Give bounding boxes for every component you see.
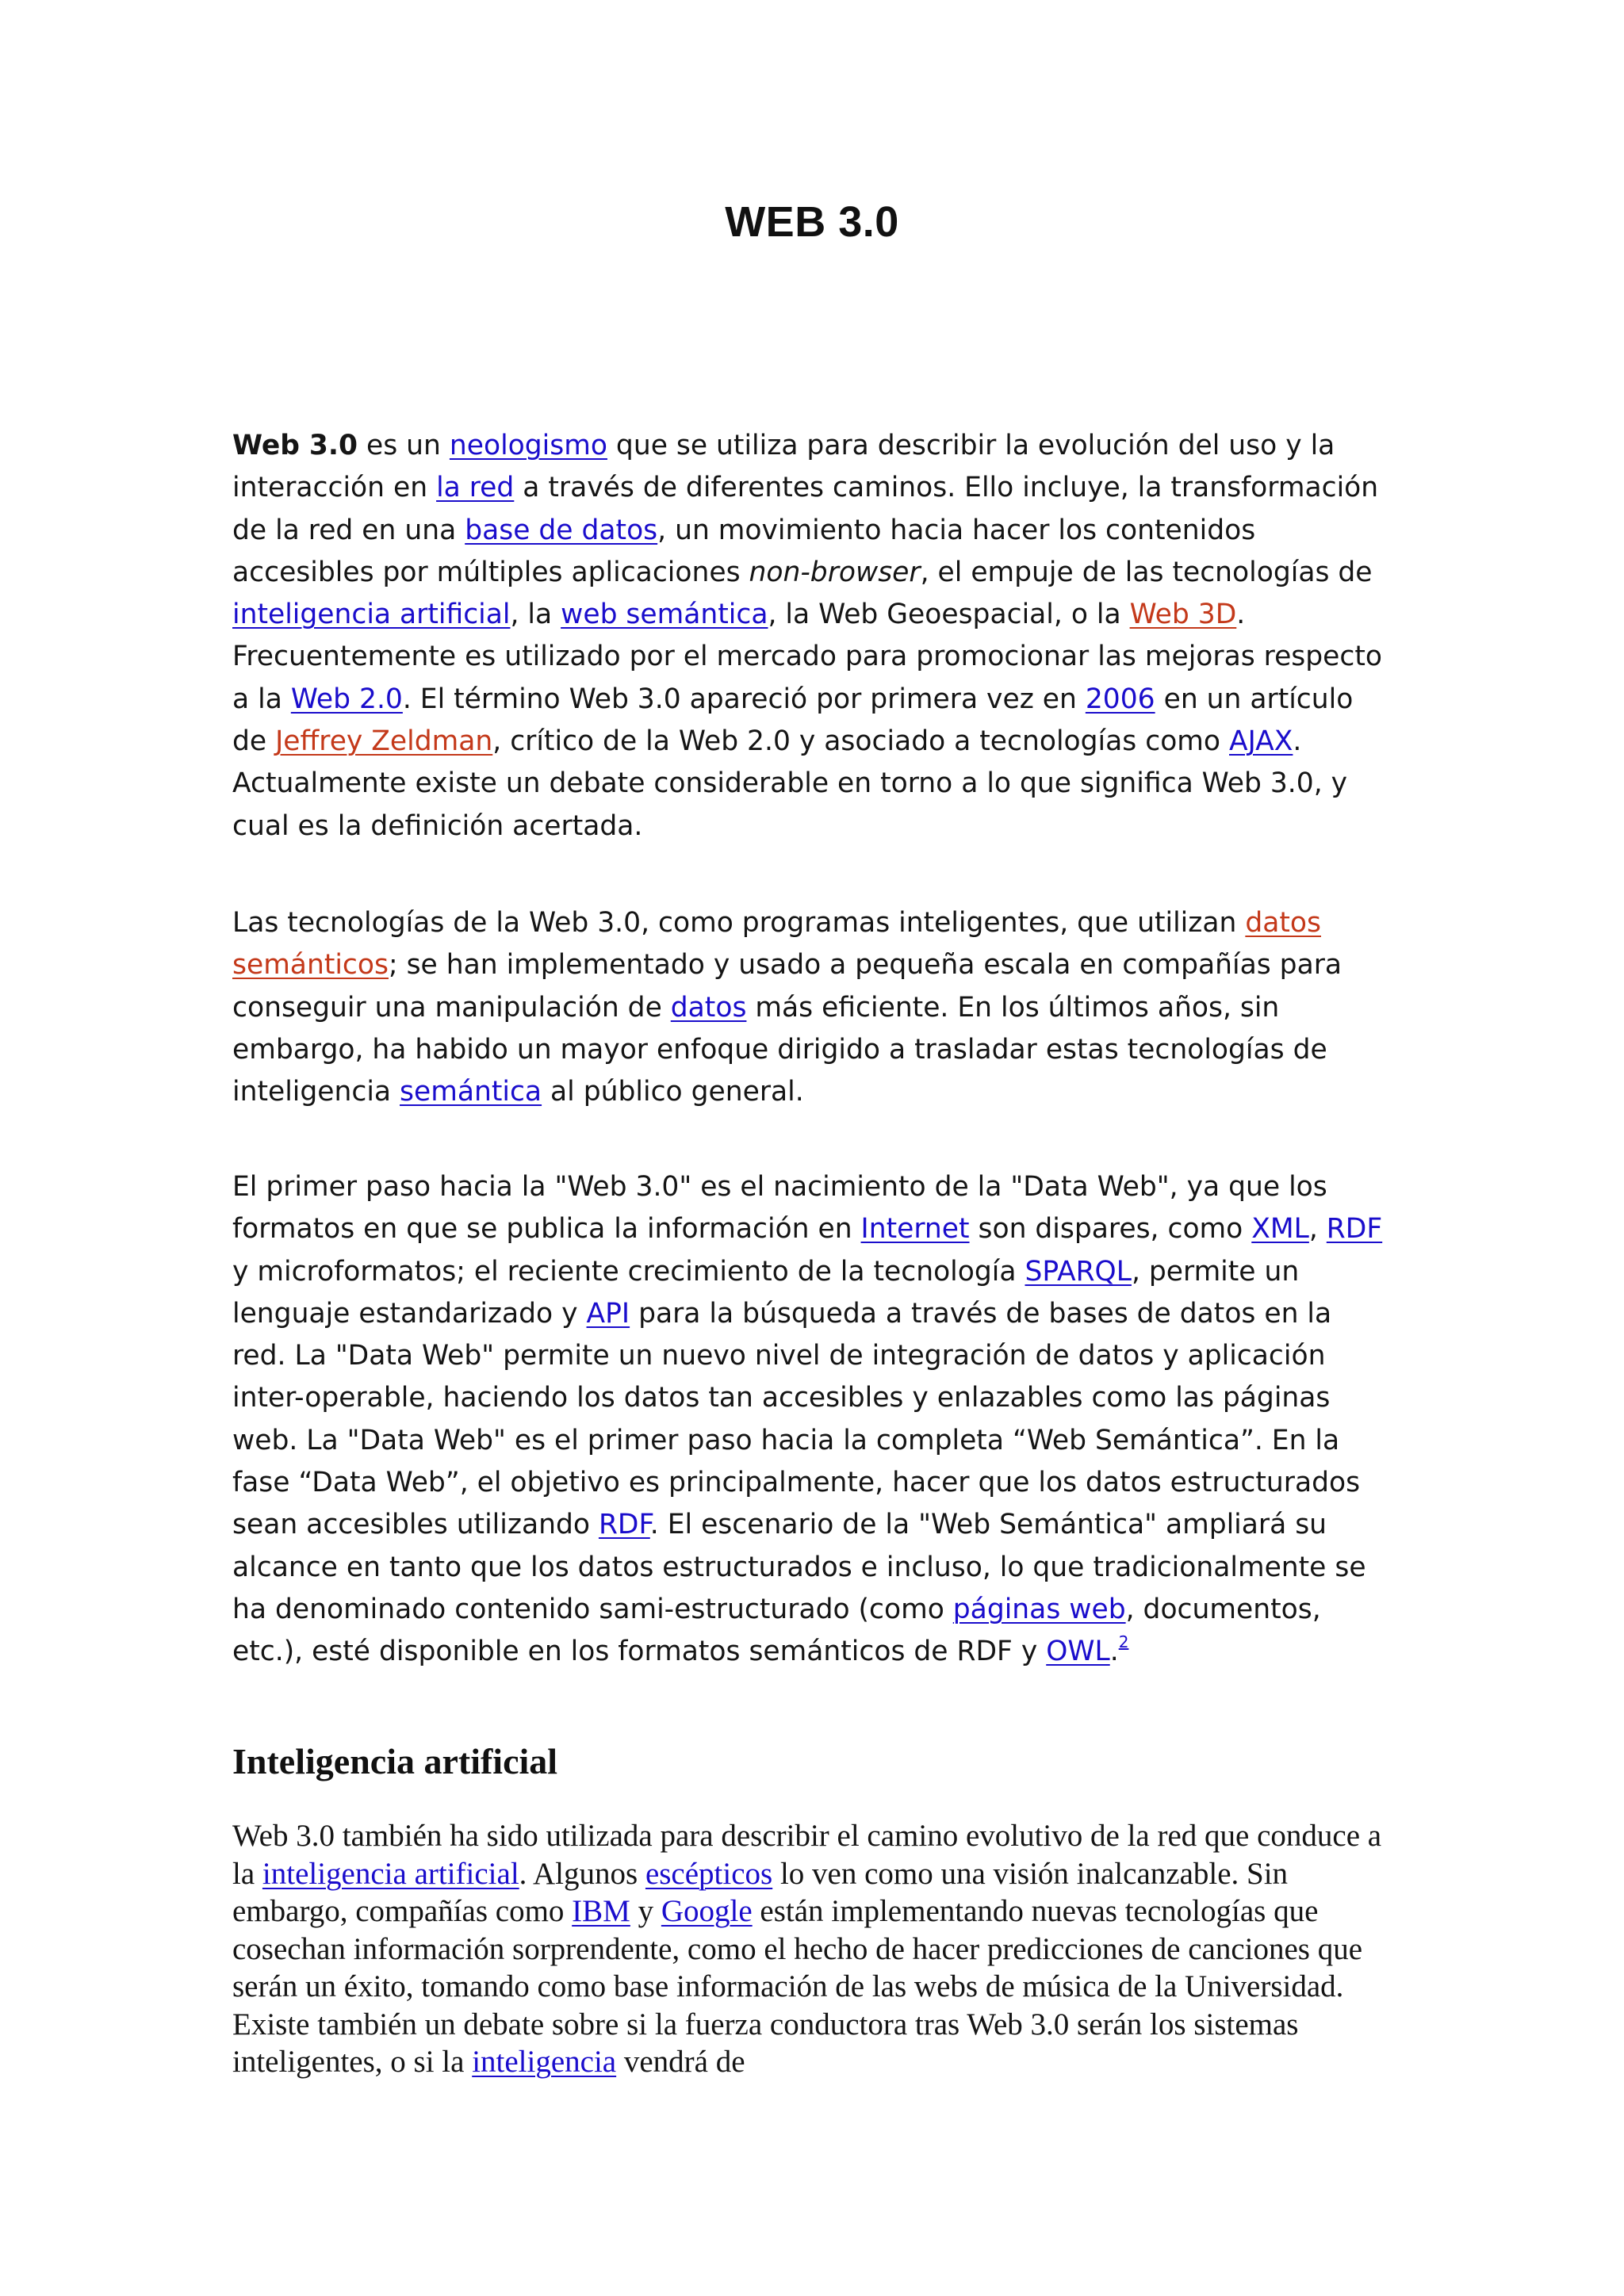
link-paginas-web[interactable]: páginas web xyxy=(952,1593,1126,1625)
text-run: Las tecnologías de la Web 3.0, como programas inteligentes, que utilizan xyxy=(232,907,1246,939)
link-web-3d[interactable]: Web 3D xyxy=(1129,599,1237,631)
text-run: lo ven como una visión inalcanzable. Sin embargo, compañías como xyxy=(232,1856,1289,1928)
text-run: están implementando nuevas tecnologías que cosechan información sorprendente, como el hecho de hacer predicciones de canciones que serán un éxito, tomando como base información de las webs de música de la Universidad. Existe también un debate sobre si la fuerza conductora tras Web 3.0 serán los sistemas inteligentes, o si la xyxy=(232,1894,1363,2079)
text-run: , la xyxy=(510,599,561,631)
text-run: . El término Web 3.0 apareció por primera vez en xyxy=(402,683,1086,715)
text-run: para la búsqueda a través de bases de datos en la red. La "Data Web" permite un nuevo nivel de integración de datos y aplicación inter-operable, haciendo los datos tan accesibles y enlazables como las páginas web. La "Data Web" es el primer paso hacia la completa “Web Semántica”. En la fase “Data Web”, el objetivo es principalmente, hacer que los datos estructurados sean accesibles utilizando xyxy=(232,1297,1361,1541)
link-ibm[interactable]: IBM xyxy=(572,1894,630,1928)
ai-paragraph xyxy=(232,1817,1392,2081)
link-google[interactable]: Google xyxy=(661,1894,753,1928)
text-run: Web 3.0 también ha sido utilizada para describir el camino evolutivo de la red que conduce a la xyxy=(232,1819,1382,1891)
page-title: WEB 3.0 xyxy=(725,198,899,246)
text-run: ; se han implementado y usado a pequeña escala en compañías para conseguir una manipulación de xyxy=(232,949,1342,1024)
link-inteligencia[interactable]: inteligencia xyxy=(472,2045,617,2079)
text-run: , documentos, etc.), esté disponible en los formatos semánticos de RDF y xyxy=(232,1593,1321,1668)
semantic-tech-paragraph xyxy=(232,902,1392,1113)
link-la-red[interactable]: la red xyxy=(436,472,515,504)
link-jeffrey-zeldman[interactable]: Jeffrey Zeldman xyxy=(275,725,493,758)
text-run: más eficiente. En los últimos años, sin embargo, ha habido un mayor enfoque dirigido a trasladar estas tecnologías de inteligencia xyxy=(232,991,1327,1108)
bold-term-web30: Web 3.0 xyxy=(232,430,358,461)
text-run: , un movimiento hacia hacer los contenidos accesibles por múltiples aplicaciones xyxy=(232,514,1256,588)
text-run: en un artículo de xyxy=(232,683,1354,758)
link-2006[interactable]: 2006 xyxy=(1085,683,1155,715)
link-neologismo[interactable]: neologismo xyxy=(449,430,607,461)
text-run: , permite un lenguaje estandarizado y xyxy=(232,1255,1300,1330)
text-run: vendrá de xyxy=(616,2045,745,2079)
link-rdf-2[interactable]: RDF xyxy=(598,1509,650,1541)
link-escepticos[interactable]: escépticos xyxy=(645,1856,773,1891)
text-run: es un xyxy=(358,430,450,461)
link-internet[interactable]: Internet xyxy=(860,1213,970,1246)
link-inteligencia-artificial[interactable]: inteligencia artificial xyxy=(232,599,511,631)
text-run: , crítico de la Web 2.0 y asociado a tecnologías como xyxy=(492,725,1229,758)
link-xml[interactable]: XML xyxy=(1251,1213,1309,1246)
section-heading-inteligencia-artificial: Inteligencia artificial xyxy=(232,1741,558,1781)
link-api[interactable]: API xyxy=(586,1297,630,1330)
text-run: El primer paso hacia la "Web 3.0" es el nacimiento de la "Data Web", ya que los formatos en que se publica la información en xyxy=(232,1171,1327,1246)
text-run: . Actualmente existe un debate considerable en torno a lo que significa Web 3.0, y cual es la definición acertada. xyxy=(232,725,1348,842)
link-web-2-0[interactable]: Web 2.0 xyxy=(290,683,403,715)
link-rdf[interactable]: RDF xyxy=(1326,1213,1383,1246)
text-run: . Algunos xyxy=(519,1856,645,1891)
footnote-link-2[interactable]: 2 xyxy=(1118,1632,1129,1652)
text-run: a través de diferentes caminos. Ello incluye, la transformación de la red en una xyxy=(232,472,1379,546)
text-run: . El escenario de la "Web Semántica" ampliará su alcance en tanto que los datos estructurados e incluso, lo que tradicionalmente se ha denominado contenido sami-estructurado (como xyxy=(232,1509,1366,1625)
text-run: y xyxy=(630,1894,661,1928)
link-owl[interactable]: OWL xyxy=(1046,1636,1110,1668)
text-run: que se utiliza para describir la evolución del uso y la interacción en xyxy=(232,430,1335,504)
link-datos-semanticos[interactable]: datos semánticos xyxy=(232,907,1321,982)
text-run: , el empuje de las tecnologías de xyxy=(920,556,1373,588)
text-run: al público general. xyxy=(542,1076,804,1108)
link-base-de-datos[interactable]: base de datos xyxy=(465,514,658,546)
text-run: , la Web Geoespacial, o la xyxy=(768,599,1130,631)
link-web-semantica[interactable]: web semántica xyxy=(561,599,768,631)
link-inteligencia-artificial-2[interactable]: inteligencia artificial xyxy=(262,1856,519,1891)
link-semantica[interactable]: semántica xyxy=(400,1076,542,1108)
italic-term-non-browser: non-browser xyxy=(749,556,921,588)
data-web-paragraph xyxy=(232,1166,1392,1674)
link-datos[interactable]: datos xyxy=(670,991,747,1024)
text-run: son dispares, como xyxy=(969,1213,1252,1246)
text-run: , xyxy=(1308,1213,1327,1246)
text-run: . Frecuentemente es utilizado por el mercado para promocionar las mejoras respecto a la xyxy=(232,599,1383,715)
text-run: . xyxy=(1109,1636,1119,1668)
link-ajax[interactable]: AJAX xyxy=(1229,725,1293,758)
link-sparql[interactable]: SPARQL xyxy=(1025,1255,1132,1288)
footnote-ref xyxy=(1119,1632,1129,1651)
text-run: y microformatos; el reciente crecimiento de la tecnología xyxy=(232,1255,1025,1288)
intro-paragraph xyxy=(232,425,1392,848)
